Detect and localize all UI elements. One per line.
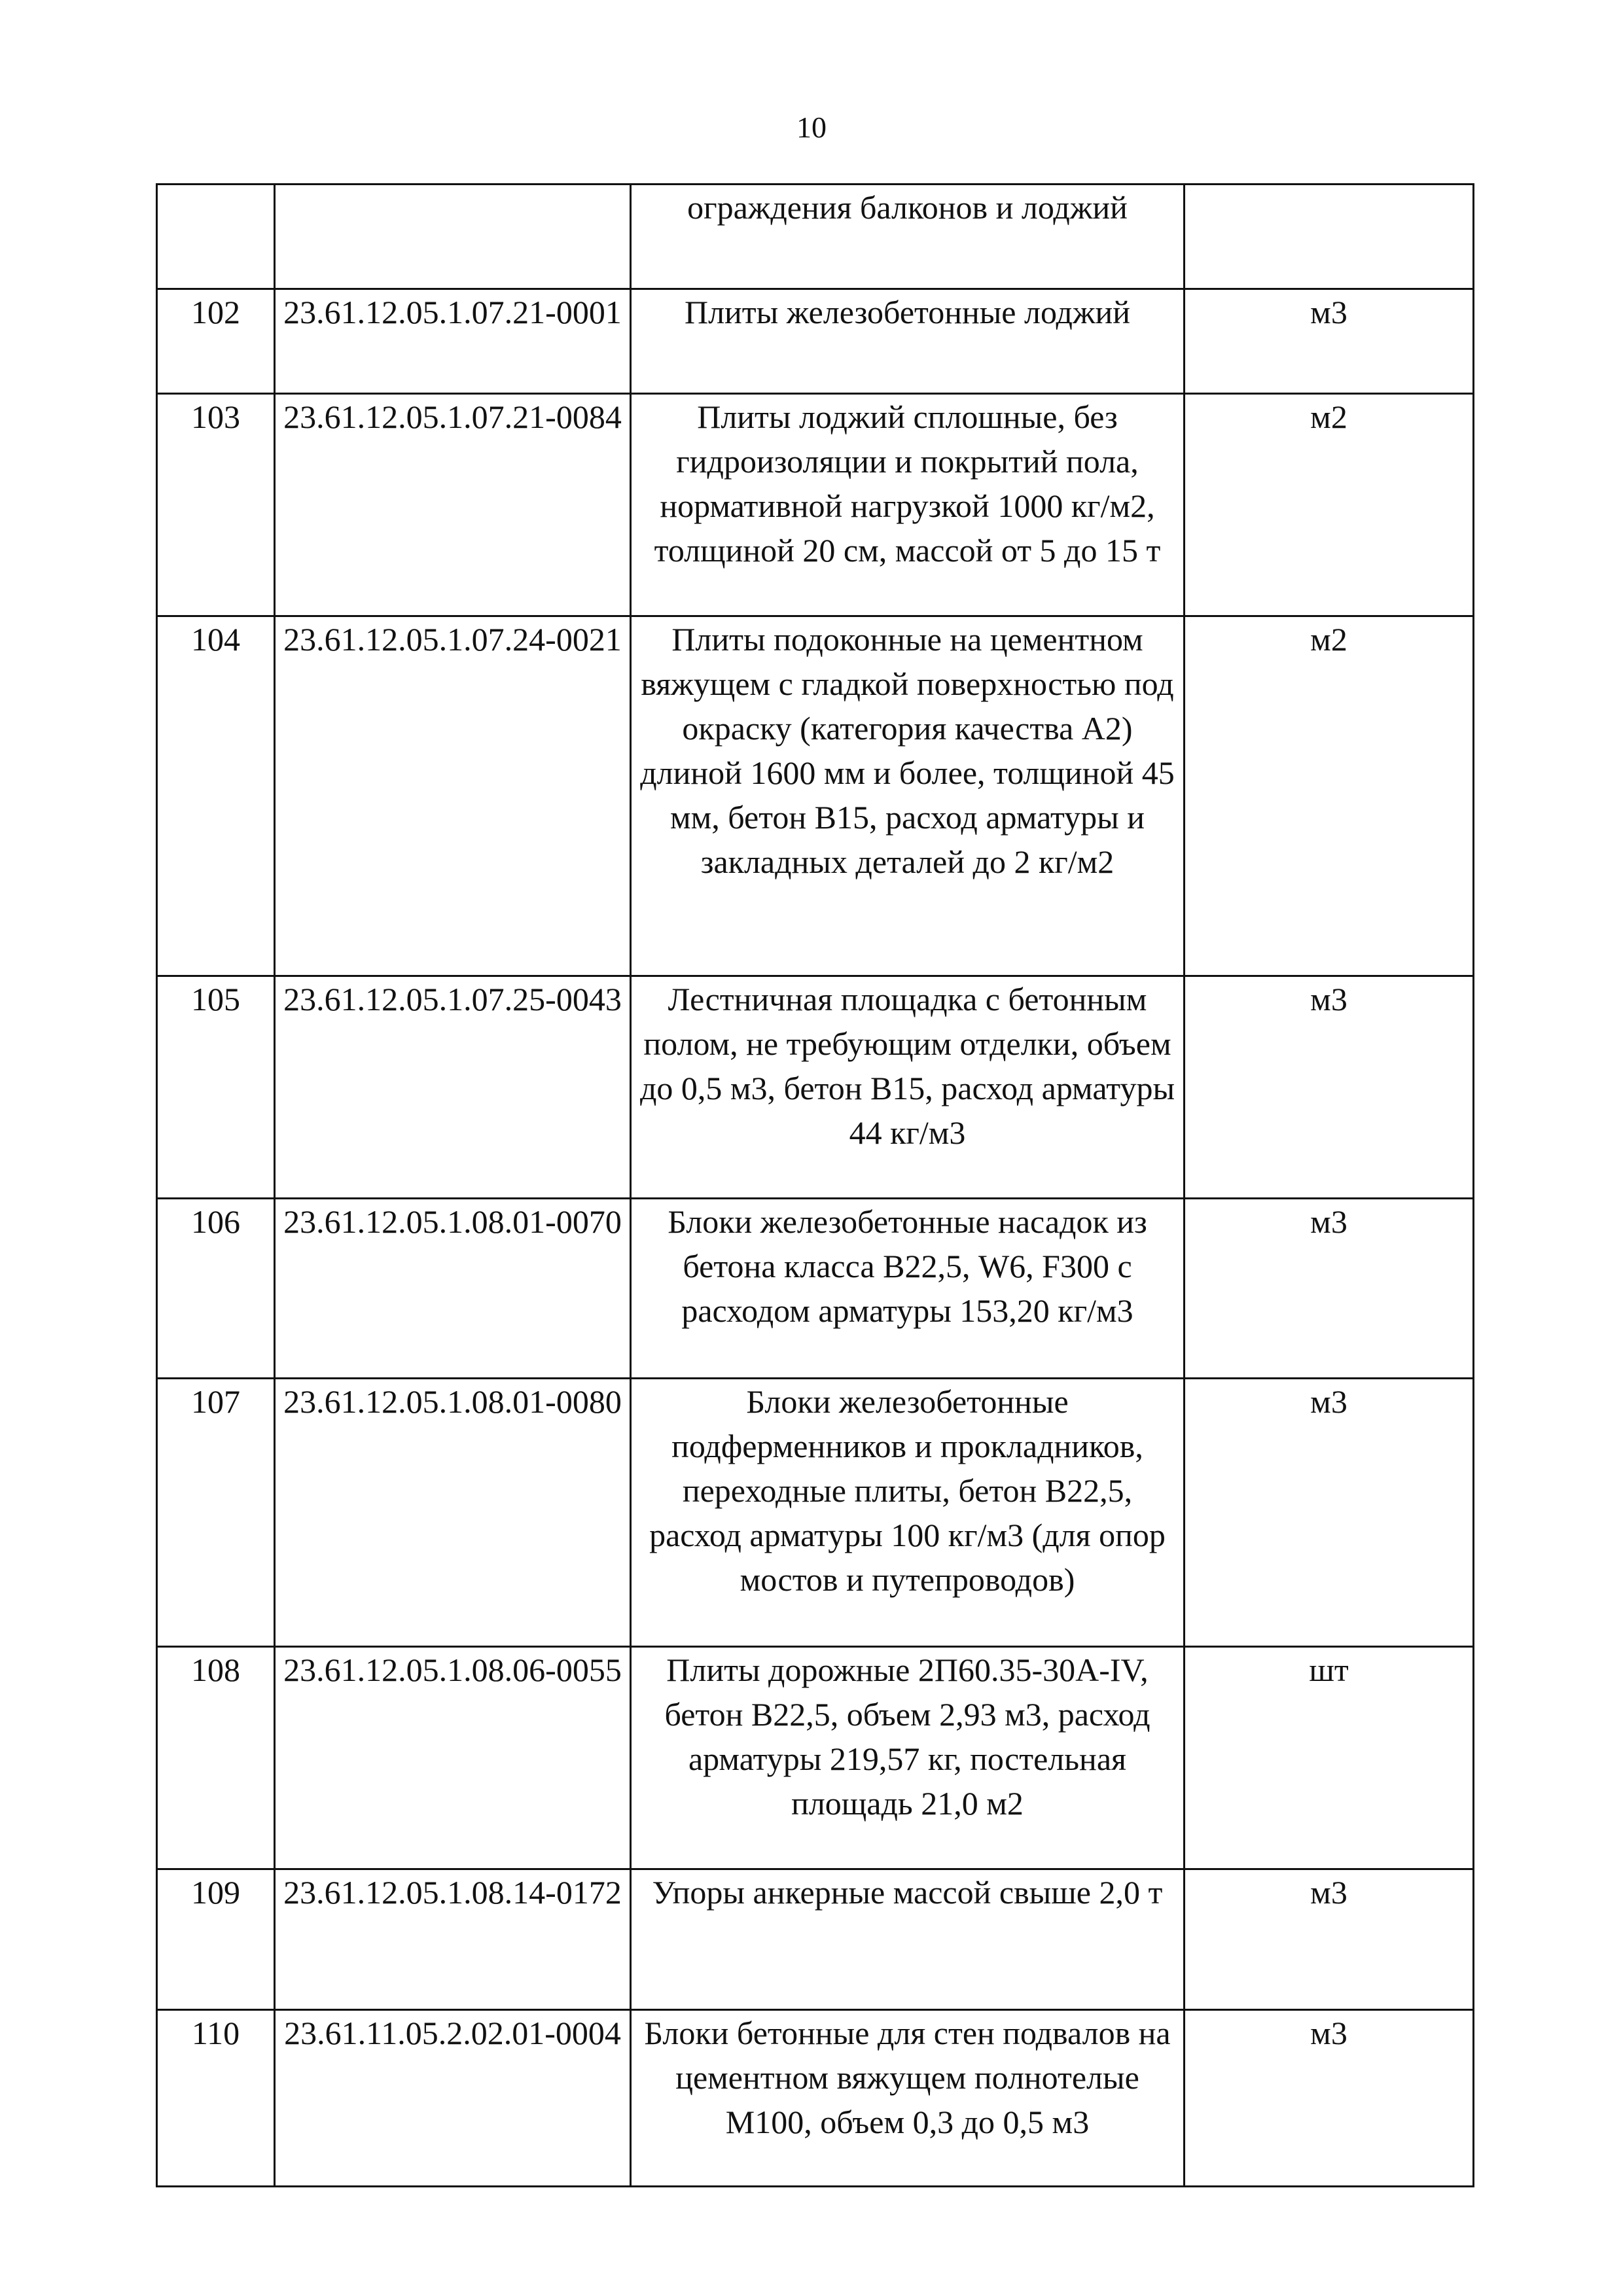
resource-name: Упоры анкерные массой свыше 2,0 т [631,1869,1185,2010]
materials-table [156,183,1474,2187]
resource-name: Блоки железобетонные подферменников и прокладников, переходные плиты, бетон В22,5, расход арматуры 100 кг/м3 (для опор мостов и путепроводов) [631,1379,1185,1647]
table-row [157,1199,1474,1379]
resource-code: 23.61.12.05.1.08.01-0080 [275,1379,631,1647]
unit-of-measure [1185,185,1474,289]
resource-code: 23.61.12.05.1.08.06-0055 [275,1647,631,1869]
resource-name: Блоки бетонные для стен подвалов на цементном вяжущем полнотелые М100, объем 0,3 до 0,5 м3 [631,2010,1185,2187]
row-number: 103 [157,394,275,616]
table-row [157,1869,1474,2010]
row-number: 106 [157,1199,275,1379]
resource-code: 23.61.11.05.2.02.01-0004 [275,2010,631,2187]
row-number: 108 [157,1647,275,1869]
row-number: 110 [157,2010,275,2187]
unit-of-measure: м3 [1185,1379,1474,1647]
row-number [157,185,275,289]
row-number: 109 [157,1869,275,2010]
table-row [157,1379,1474,1647]
resource-name: Плиты подоконные на цементном вяжущем с гладкой поверхностью под окраску (категория качества А2) длиной 1600 мм и более, толщиной 45 мм, бетон В15, расход арматуры и закладных деталей до 2 кг/м2 [631,616,1185,976]
resource-code: 23.61.12.05.1.08.01-0070 [275,1199,631,1379]
unit-of-measure: шт [1185,1647,1474,1869]
resource-code: 23.61.12.05.1.07.25-0043 [275,976,631,1199]
resource-code: 23.61.12.05.1.07.24-0021 [275,616,631,976]
resource-name: Плиты лоджий сплошные, без гидроизоляции и покрытий пола, нормативной нагрузкой 1000 кг/м2, толщиной 20 см, массой от 5 до 15 т [631,394,1185,616]
table-row [157,976,1474,1199]
resource-code: 23.61.12.05.1.07.21-0001 [275,289,631,394]
materials-table-body [157,185,1474,2187]
table-row [157,289,1474,394]
table-row [157,185,1474,289]
resource-name: Плиты дорожные 2П60.35-30А-IV, бетон В22,5, объем 2,93 м3, расход арматуры 219,57 кг, постельная площадь 21,0 м2 [631,1647,1185,1869]
table-row [157,616,1474,976]
table-row [157,1647,1474,1869]
unit-of-measure: м3 [1185,1869,1474,2010]
resource-name: Плиты железобетонные лоджий [631,289,1185,394]
table-row [157,2010,1474,2187]
page-number: 10 [796,111,827,144]
row-number: 105 [157,976,275,1199]
unit-of-measure: м2 [1185,394,1474,616]
resource-code [275,185,631,289]
unit-of-measure: м2 [1185,616,1474,976]
row-number: 102 [157,289,275,394]
unit-of-measure: м3 [1185,1199,1474,1379]
row-number: 104 [157,616,275,976]
table-row [157,394,1474,616]
resource-code: 23.61.12.05.1.08.14-0172 [275,1869,631,2010]
row-number: 107 [157,1379,275,1647]
resource-name: ограждения балконов и лоджий [631,185,1185,289]
unit-of-measure: м3 [1185,289,1474,394]
unit-of-measure: м3 [1185,2010,1474,2187]
resource-code: 23.61.12.05.1.07.21-0084 [275,394,631,616]
resource-name: Блоки железобетонные насадок из бетона класса В22,5, W6, F300 с расходом арматуры 153,20 кг/м3 [631,1199,1185,1379]
resource-name: Лестничная площадка с бетонным полом, не требующим отделки, объем до 0,5 м3, бетон В15, расход арматуры 44 кг/м3 [631,976,1185,1199]
unit-of-measure: м3 [1185,976,1474,1199]
